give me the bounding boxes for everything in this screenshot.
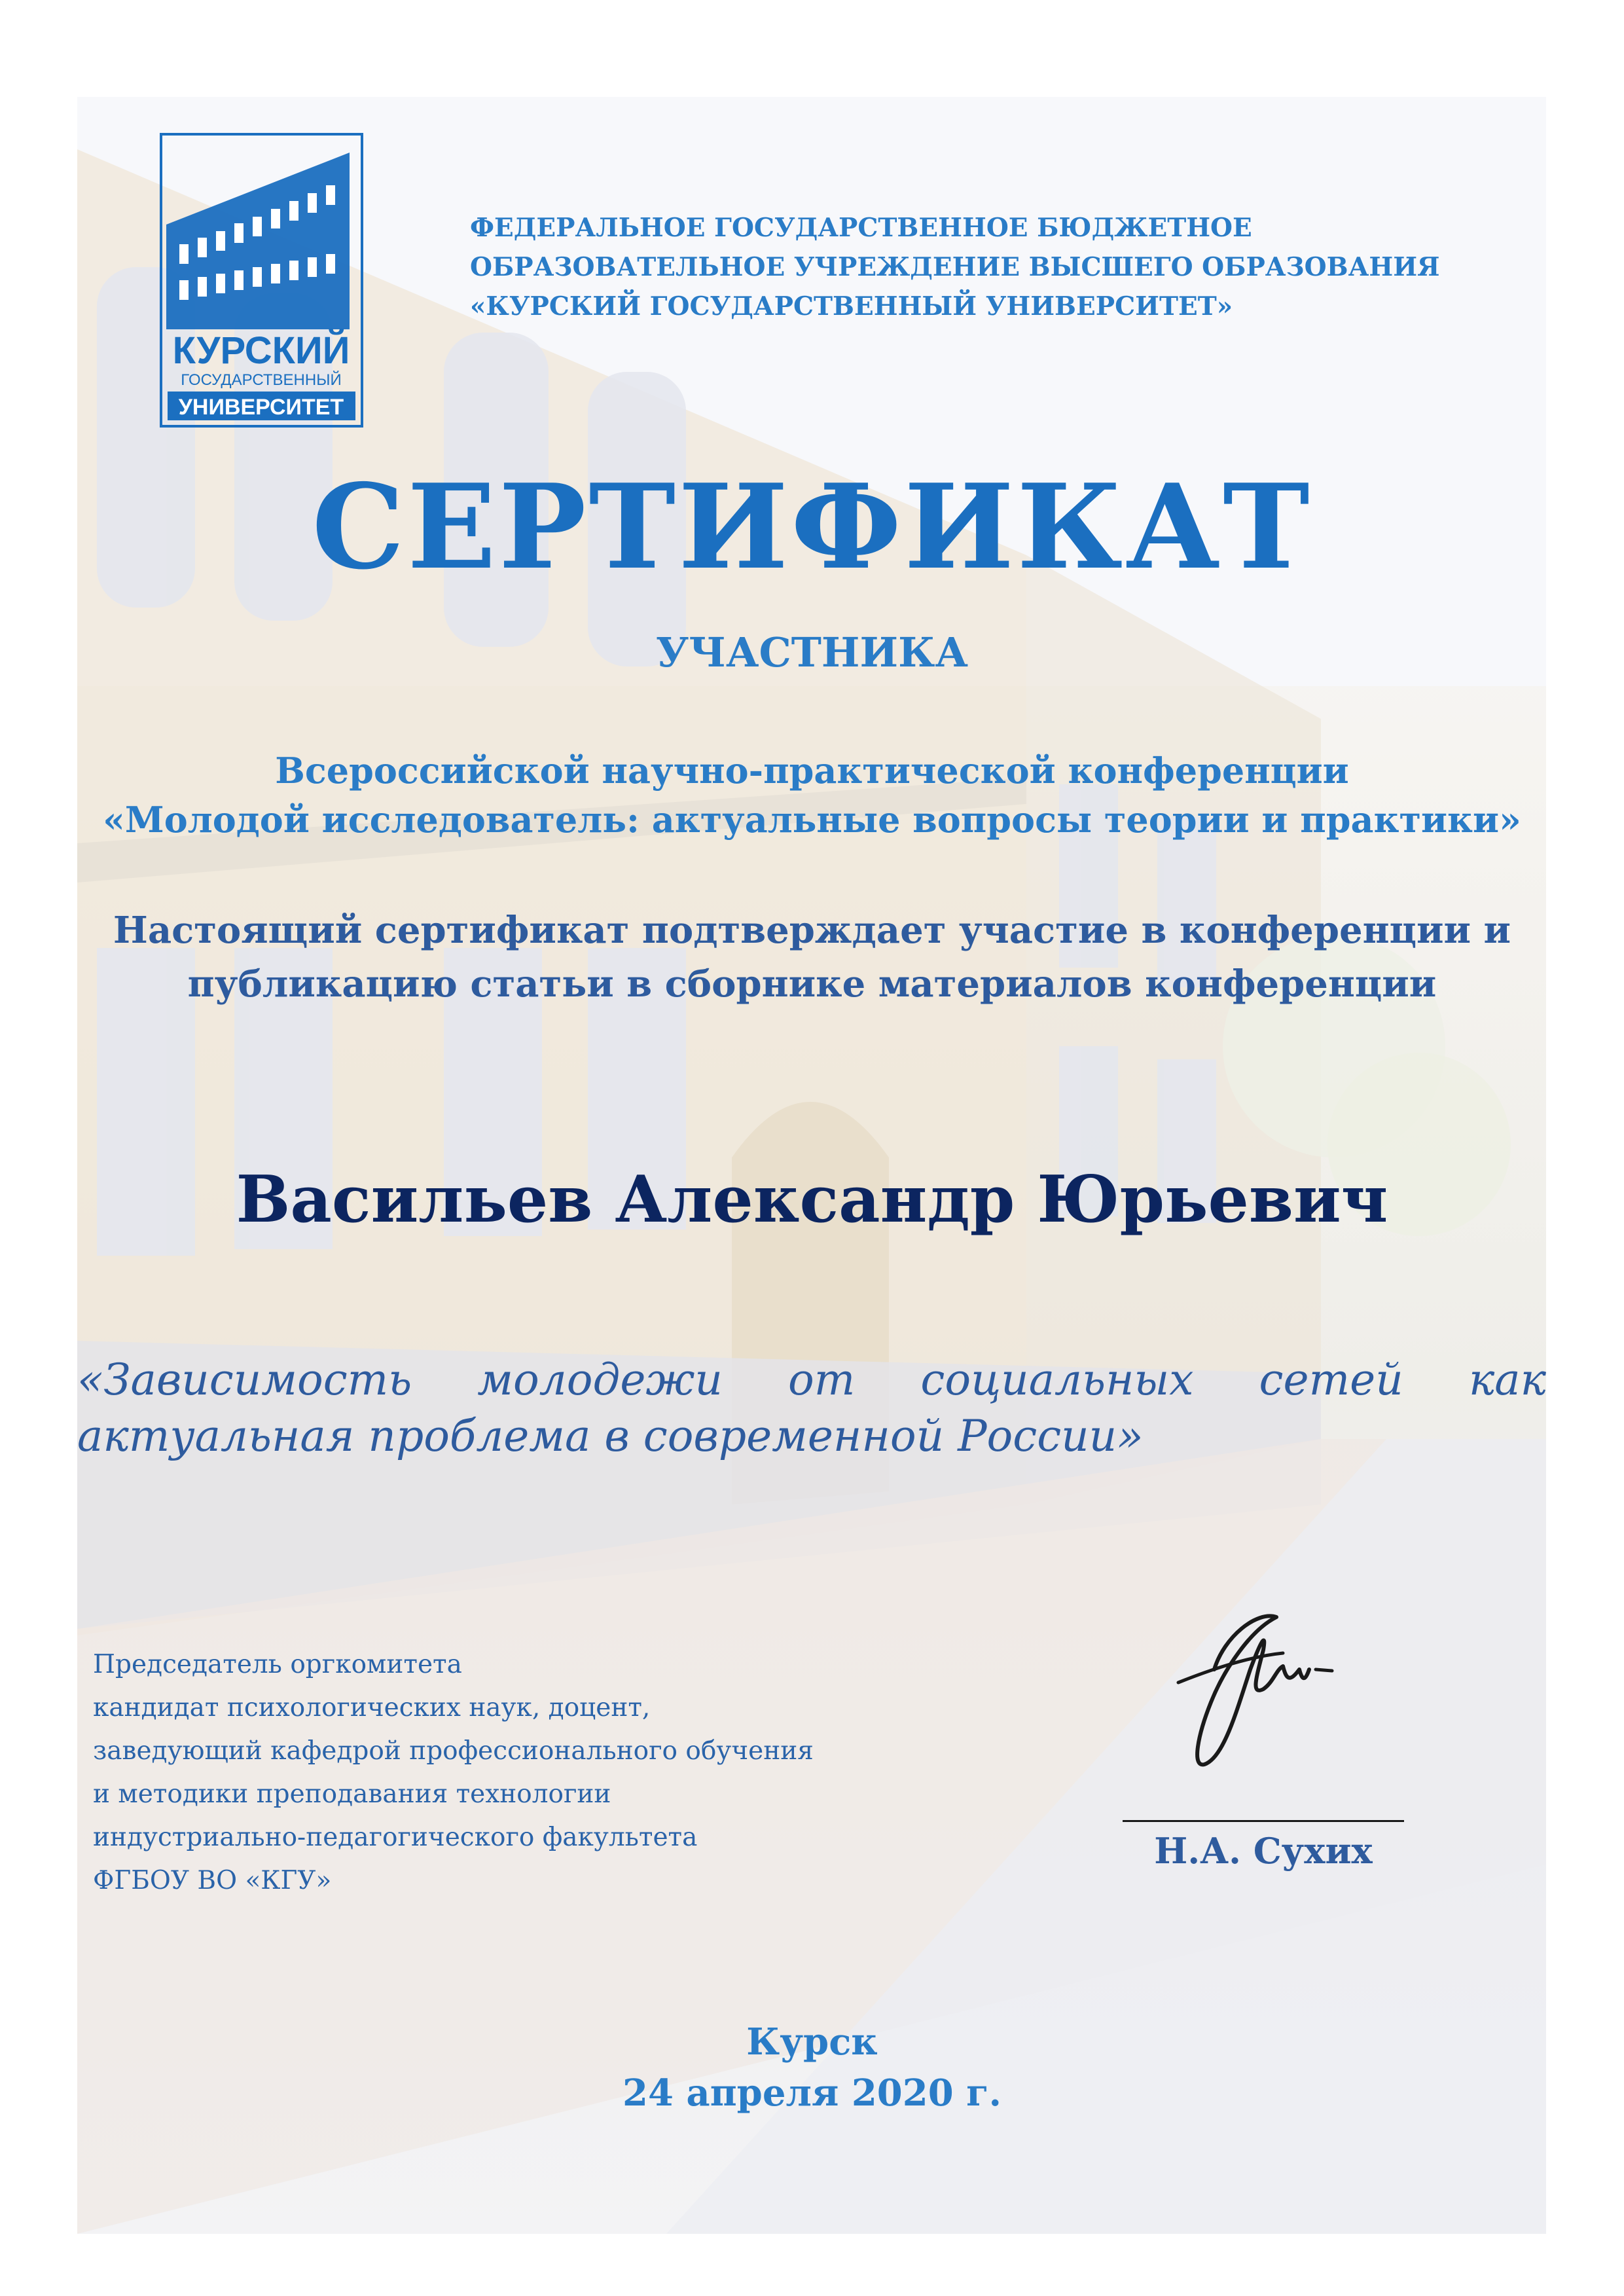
chair-title-block <box>93 1643 1009 1903</box>
confirmation-line-1: Настоящий сертификат подтверждает участие в конференции и <box>113 909 1511 952</box>
city: Курск <box>746 2020 878 2064</box>
chair-line: Председатель оргкомитета <box>93 1650 462 1679</box>
org-line-3: «КУРСКИЙ ГОСУДАРСТВЕННЫЙ УНИВЕРСИТЕТ» <box>470 291 1233 321</box>
logo-line3: УНИВЕРСИТЕТ <box>178 395 344 420</box>
chair-line: кандидат психологических наук, доцент, <box>93 1693 651 1722</box>
topic-line-1: «Зависимость молодежи от социальных сетей как <box>77 1355 1546 1405</box>
org-line-2: ОБРАЗОВАТЕЛЬНОЕ УЧРЕЖДЕНИЕ ВЫСШЕГО ОБРАЗОВАНИЯ <box>470 252 1440 282</box>
handwritten-signature <box>1152 1591 1348 1781</box>
signature-line <box>1123 1820 1404 1822</box>
conference-line-1: Всероссийской научно-практической конференции <box>275 750 1349 792</box>
conference-name <box>0 746 1624 845</box>
confirmation-text <box>0 903 1624 1011</box>
organization-header <box>470 208 1517 326</box>
chair-line: и методики преподавания технологии <box>93 1779 611 1809</box>
place-and-date <box>0 2016 1624 2119</box>
article-topic <box>77 1352 1546 1465</box>
topic-line-2: актуальная проблема в современной России» <box>77 1411 1144 1461</box>
logo-line1: КУРСКИЙ <box>172 329 350 372</box>
conference-line-2: «Молодой исследователь: актуальные вопросы теории и практики» <box>103 799 1521 841</box>
chair-line: индустриально-педагогического факультета <box>93 1823 698 1852</box>
chair-line: ФГБОУ ВО «КГУ» <box>93 1866 332 1895</box>
logo-line2: ГОСУДАРСТВЕННЫЙ <box>181 371 342 389</box>
org-line-1: ФЕДЕРАЛЬНОЕ ГОСУДАРСТВЕННОЕ БЮДЖЕТНОЕ <box>470 213 1252 243</box>
chair-line: заведующий кафедрой профессионального обучения <box>93 1736 814 1766</box>
confirmation-line-2: публикацию статьи в сборнике материалов конференции <box>187 962 1437 1006</box>
certificate-subtitle: УЧАСТНИКА <box>656 629 968 676</box>
participant-name: Васильев Александр Юрьевич <box>236 1162 1388 1237</box>
signatory-name: Н.А. Сухих <box>1154 1830 1373 1872</box>
university-logo <box>160 133 363 428</box>
certificate-title: СЕРТИФИКАТ <box>312 458 1312 595</box>
date: 24 апреля 2020 г. <box>622 2071 1001 2115</box>
